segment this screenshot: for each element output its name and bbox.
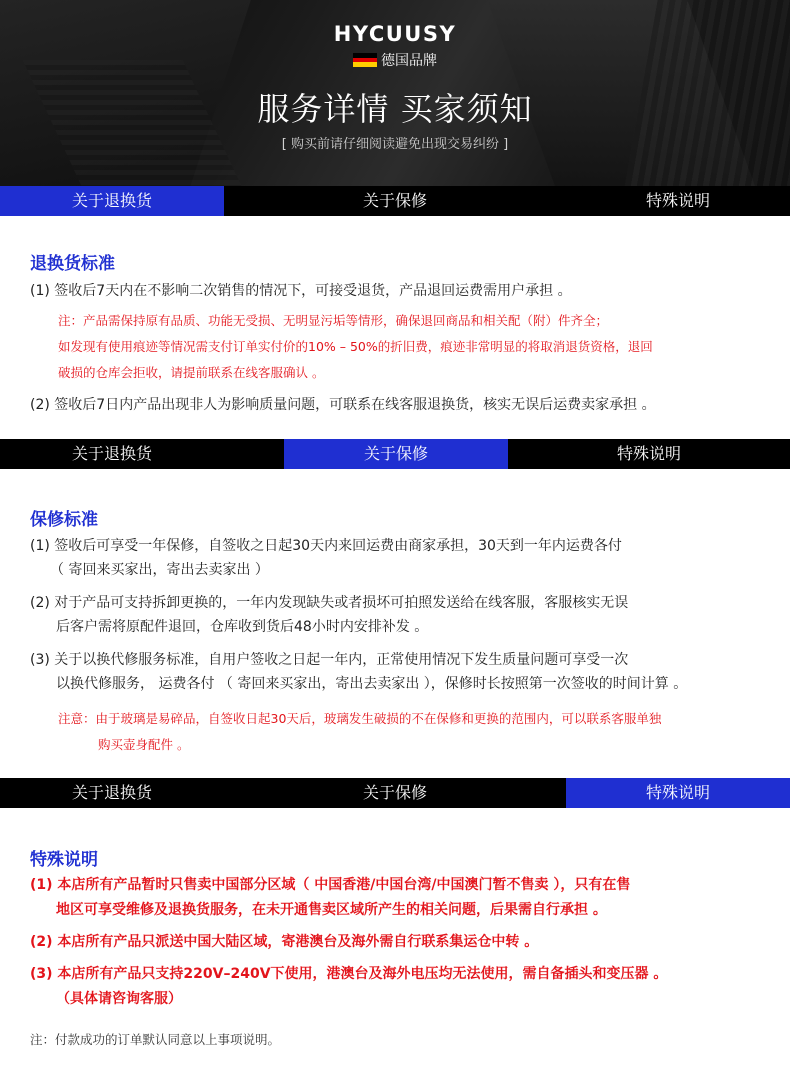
warranty-item-3: (3) 关于以换代修服务标准，自用户签收之日起一年内，正常使用情况下发生质量问题可享受一次 [30, 652, 629, 668]
tab-warranty[interactable]: 关于保修 [362, 783, 427, 802]
tab-bar-warranty [0, 439, 790, 469]
tab-spacer [224, 439, 284, 469]
tab-returns[interactable]: 关于退换货 [71, 444, 152, 463]
returns-note-line-1: 注：产品需保持原有品质、功能无受损、无明显污垢等情形，确保退回商品和相关配（附）件齐全； [58, 313, 609, 328]
returns-item-1: (1) 签收后7天内在不影响二次销售的情况下，可接受退货，产品退回运费需用户承担 。 [30, 283, 572, 299]
returns-note-line-2: 如发现有使用痕迹等情况需支付订单实付价的10% – 50%的折旧费，痕迹非常明显的将取消退货资格，退回 [58, 339, 653, 354]
tab-special[interactable]: 特殊说明 [645, 191, 710, 210]
header-banner [0, 0, 790, 186]
returns-title: 退换货标准 [30, 254, 115, 274]
special-item-1-cont: 地区可享受维修及退换货服务，在未开通售卖区域所产生的相关问题，后果需自行承担 。 [56, 902, 607, 918]
warranty-note-line-1: 注意：由于玻璃是易碎品，自签收日起30天后，玻璃发生破损的不在保修和更换的范围内，可以联系客服单独 [58, 711, 662, 726]
warranty-item-1-cont: （ 寄回来买家出，寄出去卖家出 ） [50, 562, 269, 578]
tab-special[interactable]: 特殊说明 [616, 444, 681, 463]
warranty-item-1: (1) 签收后可享受一年保修，自签收之日起30天内来回运费由商家承担，30天到一年内运费各付 [30, 538, 622, 554]
warranty-note-line-2: 购买壶身配件 。 [98, 737, 190, 752]
special-item-2: (2) 本店所有产品只派送中国大陆区域，寄港澳台及海外需自行联系集运仓中转 。 [30, 934, 539, 950]
tab-bar-special [0, 778, 790, 808]
page-subtitle: [ 购买前请仔细阅读避免出现交易纠纷 ] [281, 137, 509, 152]
special-item-3-cont: （具体请咨询客服） [56, 991, 182, 1007]
brand-subtitle [0, 50, 790, 70]
tab-special[interactable]: 特殊说明 [566, 778, 790, 808]
tab-bar-returns [0, 186, 790, 216]
tab-returns[interactable]: 关于退换货 [71, 783, 152, 802]
warranty-item-2: (2) 对于产品可支持拆卸更换的，一年内发现缺失或者损坏可拍照发送给在线客服，客服核实无误 [30, 595, 629, 611]
warranty-title: 保修标准 [30, 510, 98, 530]
special-item-1: (1) 本店所有产品暂时只售卖中国部分区域（ 中国香港/中国台湾/中国澳门暂不售卖 ），只有在售 [30, 877, 631, 893]
brand-logo: HYCUUSY [333, 22, 457, 46]
footer-note: 注：付款成功的订单默认同意以上事项说明。 [30, 1032, 281, 1047]
returns-item-2: (2) 签收后7日内产品出现非人为影响质量问题，可联系在线客服退换货，核实无误后运费卖家承担 。 [30, 397, 656, 413]
brand-subtitle-text: 德国品牌 [381, 53, 437, 69]
returns-note-line-3: 破损的仓库会拒收，请提前联系在线客服确认 。 [58, 365, 325, 380]
special-item-3: (3) 本店所有产品只支持220V–240V下使用，港澳台及海外电压均无法使用，需自备插头和变压器 。 [30, 966, 668, 982]
germany-flag-icon [353, 53, 377, 67]
warranty-item-2-cont: 后客户需将原配件退回，仓库收到货后48小时内安排补发 。 [56, 619, 429, 635]
page-title: 服务详情 买家须知 [257, 90, 533, 128]
special-title: 特殊说明 [30, 850, 98, 870]
tab-warranty[interactable]: 关于保修 [284, 439, 508, 469]
tab-warranty[interactable]: 关于保修 [362, 191, 427, 210]
warranty-item-3-cont: 以换代修服务， 运费各付 （ 寄回来买家出，寄出去卖家出 ），保修时长按照第一次签收的时间计算 。 [56, 676, 688, 692]
tab-returns[interactable]: 关于退换货 [0, 186, 224, 216]
